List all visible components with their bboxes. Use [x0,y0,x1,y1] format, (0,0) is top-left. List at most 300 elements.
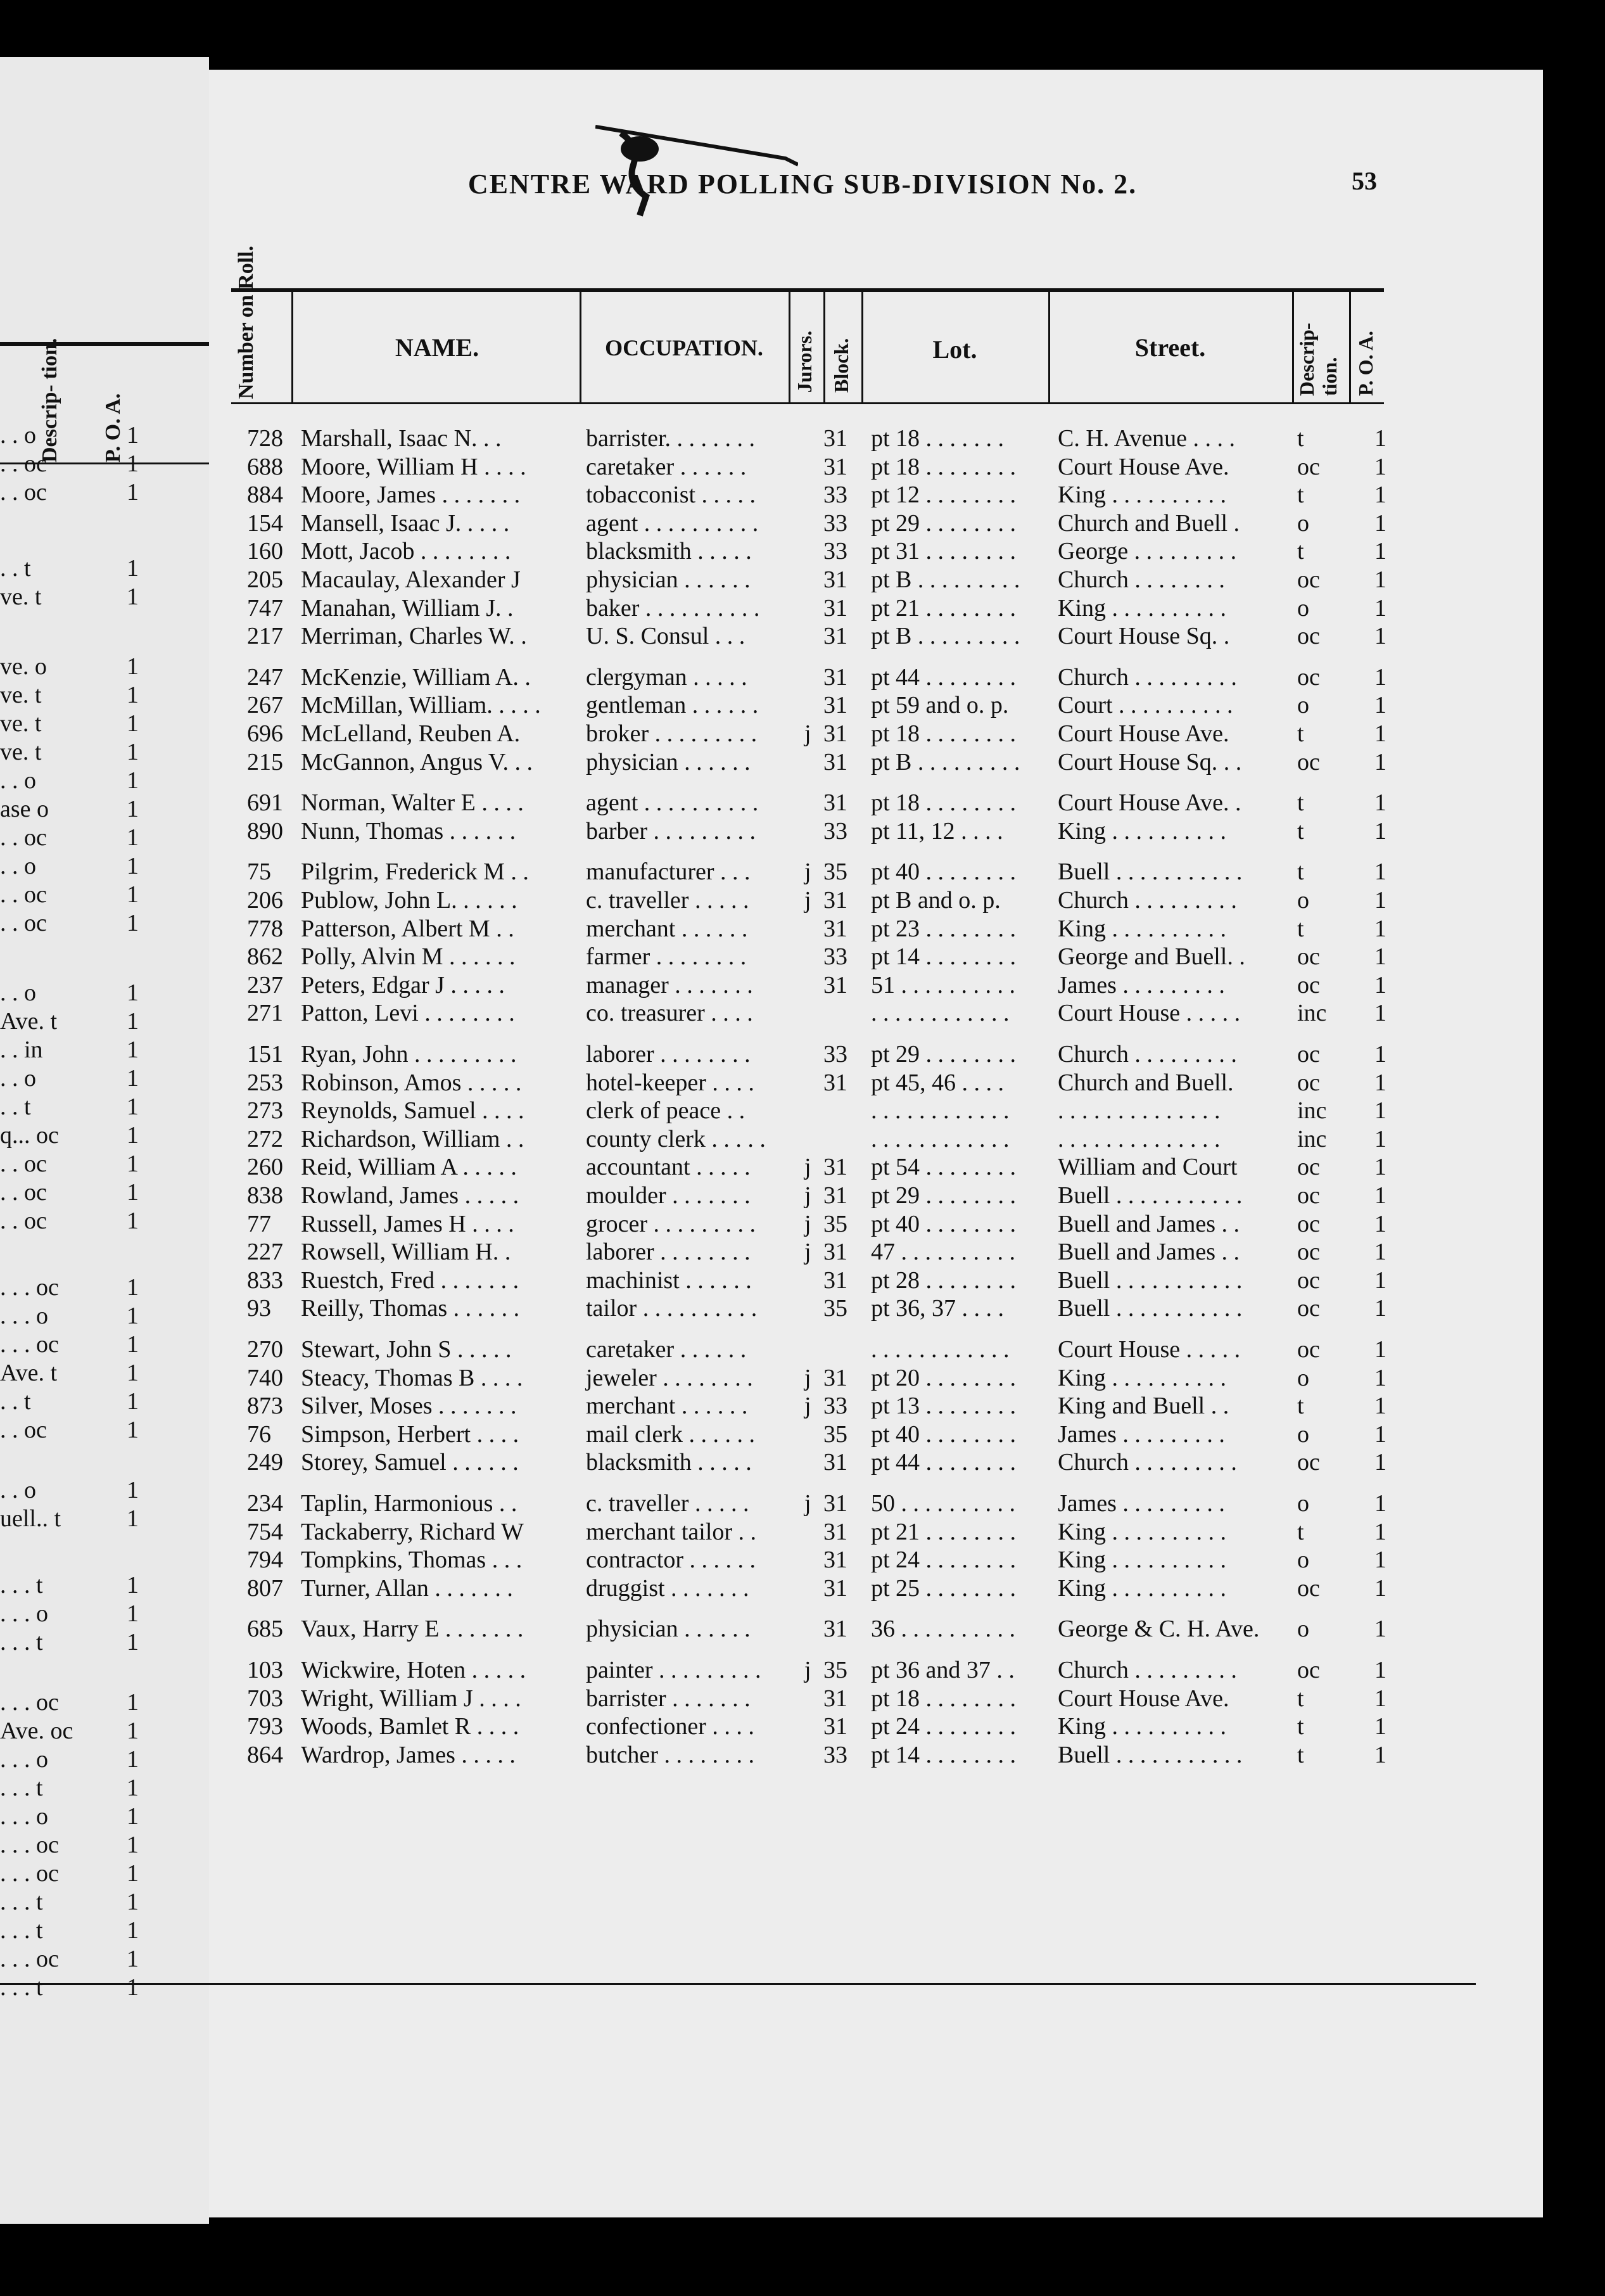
description: inc [1297,1125,1327,1152]
left-list-item-description: ase o [0,796,49,822]
street: Court House Ave. [1058,720,1229,747]
roll-number: 862 [247,943,283,971]
left-list-item-description: . . . oc [0,1331,59,1358]
street: King . . . . . . . . . . [1058,1364,1226,1391]
description: o [1297,1616,1309,1643]
lot: pt B . . . . . . . . . [871,748,1020,775]
block: 35 [823,1210,847,1237]
block: 31 [823,1518,847,1545]
street: King and Buell . . [1058,1393,1229,1420]
left-list-item-poa: 1 [127,1689,139,1716]
description: inc [1297,1000,1327,1027]
roll-number: 740 [247,1364,283,1391]
voter-name: Patton, Levi . . . . . . . . [301,1000,515,1027]
lot: pt 29 . . . . . . . . [871,1182,1017,1209]
occupation: caretaker . . . . . . [586,1336,747,1363]
roll-number: 833 [247,1266,283,1294]
roll-number: 247 [247,663,283,691]
table-row [0,1574,1605,1602]
left-list-item-description: . . oc [0,824,47,851]
block: 31 [823,971,847,998]
left-list-item-description: Ave. t [0,1008,58,1035]
juror-mark: j [804,1490,811,1517]
left-list-item-poa: 1 [127,1775,139,1801]
block: 33 [823,943,847,971]
left-list-item-description: . . . o [0,1746,48,1773]
description: inc [1297,1097,1327,1125]
table-row [0,1336,1605,1363]
block: 31 [823,720,847,747]
table-row [0,1182,1605,1209]
voter-name: Patterson, Albert M . . [301,915,514,942]
description: oc [1297,943,1320,971]
block: 31 [823,566,847,593]
roll-number: 270 [247,1336,283,1363]
table-row [0,1097,1605,1125]
left-list-item-poa: 1 [127,682,139,708]
left-list-item-description: . . in [0,1036,43,1063]
occupation: druggist . . . . . . . [586,1574,749,1602]
left-list-item-poa: 1 [127,479,139,506]
voter-name: Stewart, John S . . . . . [301,1336,512,1363]
description: oc [1297,1266,1320,1294]
roll-number: 838 [247,1182,283,1209]
description: oc [1297,971,1320,998]
roll-number: 237 [247,971,283,998]
column-header-occupation: OCCUPATION. [605,335,763,360]
poa: 1 [1374,1182,1386,1209]
roll-number: 77 [247,1210,271,1237]
block: 35 [823,1295,847,1322]
left-list-item-description: . . oc [0,1208,47,1234]
left-list-item-poa: 1 [127,1832,139,1858]
street: Church . . . . . . . . [1058,566,1225,593]
voter-name: Robinson, Amos . . . . . [301,1069,522,1096]
street: King . . . . . . . . . . [1058,1547,1226,1574]
block: 35 [823,1657,847,1683]
roll-number: 227 [247,1239,283,1266]
description: oc [1297,623,1320,650]
poa: 1 [1374,1449,1386,1476]
left-list-item-poa: 1 [127,1572,139,1598]
table-header-bottom-rule [231,402,1384,404]
occupation: barber . . . . . . . . . [586,817,756,845]
lot: pt 12 . . . . . . . . [871,482,1017,509]
table-row [0,1712,1605,1740]
description: o [1297,594,1309,622]
table-row [0,509,1605,537]
left-list-item-poa: 1 [127,1718,139,1744]
block: 31 [823,594,847,622]
poa: 1 [1374,887,1386,914]
description: t [1297,538,1304,565]
left-list-item-description: . . . oc [0,1860,59,1887]
lot: 50 . . . . . . . . . . [871,1490,1015,1517]
roll-number: 754 [247,1518,283,1545]
occupation: county clerk . . . . . [586,1125,766,1152]
description: o [1297,1364,1309,1391]
roll-number: 206 [247,887,283,914]
voter-name: Vaux, Harry E . . . . . . . [301,1616,524,1643]
voter-name: Marshall, Isaac N. . . [301,425,502,452]
left-list-item-description: . . oc [0,450,47,477]
table-row [0,1364,1605,1392]
juror-mark: j [804,887,811,914]
block: 31 [823,748,847,775]
table-row [0,594,1605,622]
block: 33 [823,817,847,845]
voter-name: Turner, Allan . . . . . . . [301,1574,513,1602]
poa: 1 [1374,1154,1386,1181]
street: Church and Buell . [1058,509,1240,537]
left-list-item-poa: 1 [127,1065,139,1092]
voter-name: Peters, Edgar J . . . . . [301,971,505,998]
block: 33 [823,538,847,565]
table-row [0,566,1605,594]
divider-street-description [1292,291,1294,402]
poa: 1 [1374,748,1386,775]
poa: 1 [1374,1000,1386,1027]
description: o [1297,509,1309,537]
poa: 1 [1374,720,1386,747]
left-list-item-poa: 1 [127,1360,139,1386]
description: oc [1297,1069,1320,1096]
left-list-item-description: . . . t [0,1775,43,1801]
lot: . . . . . . . . . . . . [871,1125,1010,1152]
voter-name: Polly, Alvin M . . . . . . [301,943,516,971]
voter-name: Woods, Bamlet R . . . . [301,1713,519,1740]
block: 31 [823,1713,847,1740]
table-row [0,1741,1605,1769]
lot: 47 . . . . . . . . . . [871,1239,1015,1266]
table-row [0,1420,1605,1448]
table-row [0,453,1605,481]
street: Court House Ave. . [1058,789,1241,817]
lot: pt 25 . . . . . . . . [871,1574,1017,1602]
table-row [0,1656,1605,1684]
street: Buell . . . . . . . . . . . [1058,1182,1243,1209]
occupation: clerk of peace . . [586,1097,745,1125]
left-list-item-poa: 1 [127,422,139,449]
roll-number: 267 [247,692,283,719]
table-row [0,1294,1605,1322]
occupation: U. S. Consul . . . [586,623,745,650]
poa: 1 [1374,858,1386,886]
poa: 1 [1374,1518,1386,1545]
divider-occupation-jurors [789,291,790,402]
street: George and Buell. . [1058,943,1245,971]
juror-mark: j [804,1239,811,1266]
street: Buell . . . . . . . . . . . [1058,1266,1243,1294]
table-row [0,886,1605,914]
occupation: baker . . . . . . . . . . [586,594,760,622]
description: oc [1297,748,1320,775]
occupation: manufacturer . . . [586,858,751,886]
voter-name: Manahan, William J. . [301,594,514,622]
lot: pt B . . . . . . . . . [871,566,1020,593]
left-list-item-description: . . . t [0,1572,43,1598]
juror-mark: j [804,858,811,886]
lot: pt 54 . . . . . . . . [871,1154,1017,1181]
voter-name: Simpson, Herbert . . . . [301,1420,519,1448]
street: Church and Buell. [1058,1069,1234,1096]
left-list-item-poa: 1 [127,1331,139,1358]
left-list-item-description: . . . oc [0,1689,59,1716]
poa: 1 [1374,1393,1386,1420]
left-list-item-poa: 1 [127,1505,139,1532]
lot: pt 44 . . . . . . . . [871,663,1017,691]
table-row [0,817,1605,845]
juror-mark: j [804,1657,811,1683]
voter-name: Nunn, Thomas . . . . . . [301,817,516,845]
poa: 1 [1374,594,1386,622]
block: 31 [823,623,847,650]
occupation: painter . . . . . . . . . [586,1657,761,1683]
voter-name: McMillan, William. . . . . [301,692,541,719]
voter-name: Ryan, John . . . . . . . . . [301,1041,517,1068]
left-list-item-description: ve. t [0,584,42,610]
lot: 51 . . . . . . . . . . [871,971,1015,998]
divider-jurors-block [823,291,825,402]
lot: pt 18 . . . . . . . [871,425,1005,452]
description: oc [1297,1295,1320,1322]
description: oc [1297,1182,1320,1209]
divider-name-occupation [580,291,581,402]
voter-name: Reid, William A . . . . . [301,1154,517,1181]
street: Church . . . . . . . . . [1058,663,1237,691]
left-list-item-poa: 1 [127,555,139,582]
lot: pt 18 . . . . . . . . [871,720,1017,747]
block: 31 [823,1574,847,1602]
description: oc [1297,1449,1320,1476]
occupation: agent . . . . . . . . . . [586,789,759,817]
description: t [1297,915,1304,942]
voter-name: Ruestch, Fred . . . . . . . [301,1266,519,1294]
poa: 1 [1374,943,1386,971]
left-list-item-description: . . oc [0,1151,47,1177]
occupation: mail clerk . . . . . . [586,1420,755,1448]
voter-name: Moore, William H . . . . [301,453,526,480]
left-list-item-poa: 1 [127,1889,139,1915]
roll-number: 807 [247,1574,283,1602]
table-row [0,1238,1605,1266]
block: 31 [823,453,847,480]
table-row [0,1489,1605,1517]
lot: pt 18 . . . . . . . . [871,789,1017,817]
voter-name: McGannon, Angus V. . . [301,748,533,775]
left-list-item-description: . . . t [0,1889,43,1915]
occupation: laborer . . . . . . . . [586,1041,751,1068]
occupation: blacksmith . . . . . [586,1449,752,1476]
left-description-header: Descrip- tion. [38,338,61,462]
roll-number: 778 [247,915,283,942]
voter-name: Pilgrim, Frederick M . . [301,858,529,886]
lot: pt 11, 12 . . . . [871,817,1003,845]
lot: pt 14 . . . . . . . . [871,1741,1017,1768]
street: Court House Ave. [1058,453,1229,480]
column-header-block: Block. [830,338,853,393]
roll-number: 728 [247,425,283,452]
left-list-item-poa: 1 [127,796,139,822]
occupation: manager . . . . . . . [586,971,753,998]
street: Church . . . . . . . . . [1058,1657,1237,1683]
poa: 1 [1374,425,1386,452]
divider-block-lot [861,291,863,402]
lot: pt 40 . . . . . . . . [871,1420,1017,1448]
poa: 1 [1374,538,1386,565]
block: 33 [823,1741,847,1768]
roll-number: 103 [247,1657,283,1683]
poa: 1 [1374,1490,1386,1517]
lot: pt 24 . . . . . . . . [871,1547,1017,1574]
description: oc [1297,1239,1320,1266]
description: o [1297,1490,1309,1517]
juror-mark: j [804,1364,811,1391]
occupation: agent . . . . . . . . . . [586,509,759,537]
voter-name: Norman, Walter E . . . . [301,789,524,817]
voter-name: Macaulay, Alexander J [301,566,521,593]
poa: 1 [1374,1266,1386,1294]
street: Court House Sq. . . [1058,748,1242,775]
street: King . . . . . . . . . . [1058,482,1226,509]
left-list-item-description: . . oc [0,1417,47,1443]
lot: pt 36, 37 . . . . [871,1295,1005,1322]
street: Court House Sq. . [1058,623,1230,650]
left-list-item-description: ve. t [0,682,42,708]
lot: pt B and o. p. [871,887,1001,914]
poa: 1 [1374,1295,1386,1322]
left-list-item-description: . . o [0,1065,36,1092]
occupation: butcher . . . . . . . . [586,1741,754,1768]
left-list-item-description: . . o [0,422,36,449]
left-list-item-poa: 1 [127,824,139,851]
block: 33 [823,482,847,509]
table-row [0,424,1605,452]
voter-name: Silver, Moses . . . . . . . [301,1393,517,1420]
street: Buell . . . . . . . . . . . [1058,1295,1243,1322]
table-row [0,481,1605,509]
voter-name: Tackaberry, Richard W [301,1518,524,1545]
voter-name: Russell, James H . . . . [301,1210,514,1237]
description: oc [1297,1336,1320,1363]
street: James . . . . . . . . . [1058,1420,1225,1448]
lot: pt B . . . . . . . . . [871,623,1020,650]
left-list-item-description: . . . oc [0,1274,59,1301]
table-row [0,999,1605,1027]
poa: 1 [1374,1713,1386,1740]
street: King . . . . . . . . . . [1058,594,1226,622]
street: Court House Ave. [1058,1685,1229,1712]
lot: pt 18 . . . . . . . . [871,453,1017,480]
roll-number: 93 [247,1295,271,1322]
poa: 1 [1374,509,1386,537]
left-list-item-description: ve. o [0,653,47,680]
table-row [0,1153,1605,1181]
left-list-item-poa: 1 [127,1917,139,1944]
left-list-item-poa: 1 [127,767,139,794]
description: oc [1297,1574,1320,1602]
left-list-item-poa: 1 [127,1208,139,1234]
lot: pt 36 and 37 . . [871,1657,1015,1683]
left-list-item-poa: 1 [127,853,139,879]
voter-name: Mansell, Isaac J. . . . . [301,509,510,537]
poa: 1 [1374,1574,1386,1602]
left-list-item-description: . . oc [0,479,47,506]
left-list-item-poa: 1 [127,1008,139,1035]
occupation: accountant . . . . . [586,1154,751,1181]
occupation: gentleman . . . . . . [586,692,759,719]
description: o [1297,1547,1309,1574]
table-row [0,1685,1605,1712]
block: 31 [823,915,847,942]
left-list-item-description: . . . oc [0,1946,59,1972]
table-row [0,622,1605,650]
voter-name: Tompkins, Thomas . . . [301,1547,523,1574]
left-list-item-poa: 1 [127,1094,139,1120]
left-list-item-poa: 1 [127,1036,139,1063]
poa: 1 [1374,1041,1386,1068]
table-row [0,1392,1605,1420]
roll-number: 685 [247,1616,283,1643]
left-list-item-poa: 1 [127,584,139,610]
roll-number: 151 [247,1041,283,1068]
roll-number: 249 [247,1449,283,1476]
voter-name: Wickwire, Hoten . . . . . [301,1657,526,1683]
occupation: co. treasurer . . . . [586,1000,753,1027]
description: oc [1297,1657,1320,1683]
left-list-item-description: . . t [0,1094,31,1120]
street: King . . . . . . . . . . [1058,817,1226,845]
divider-lot-street [1048,291,1050,402]
street: King . . . . . . . . . . [1058,1713,1226,1740]
occupation: barrister . . . . . . . [586,1685,751,1712]
lot: pt 21 . . . . . . . . [871,594,1017,622]
juror-mark: j [804,1393,811,1420]
table-row [0,537,1605,565]
block: 33 [823,509,847,537]
voter-name: Publow, John L. . . . . . [301,887,517,914]
lot: pt 28 . . . . . . . . [871,1266,1017,1294]
roll-number: 873 [247,1393,283,1420]
lot: pt 21 . . . . . . . . [871,1518,1017,1545]
poa: 1 [1374,817,1386,845]
divider-description-poa [1349,291,1351,402]
occupation: merchant tailor . . [586,1518,757,1545]
description: t [1297,789,1304,817]
left-list-item-description: . . oc [0,1179,47,1206]
street: George . . . . . . . . . [1058,538,1237,565]
occupation: moulder . . . . . . . [586,1182,751,1209]
table-row [0,915,1605,943]
lot: pt 45, 46 . . . . [871,1069,1005,1096]
voter-name: Reynolds, Samuel . . . . [301,1097,524,1125]
poa: 1 [1374,663,1386,691]
roll-number: 234 [247,1490,283,1517]
table-row [0,943,1605,971]
roll-number: 217 [247,623,283,650]
left-list-item-poa: 1 [127,739,139,765]
left-list-item-description: . . o [0,853,36,879]
block: 31 [823,425,847,452]
description: t [1297,1393,1304,1420]
block: 31 [823,1364,847,1391]
table-row [0,1448,1605,1476]
poa: 1 [1374,566,1386,593]
voter-name: Mott, Jacob . . . . . . . . [301,538,511,565]
street: C. H. Avenue . . . . [1058,425,1236,452]
lot: pt 40 . . . . . . . . [871,858,1017,886]
roll-number: 747 [247,594,283,622]
